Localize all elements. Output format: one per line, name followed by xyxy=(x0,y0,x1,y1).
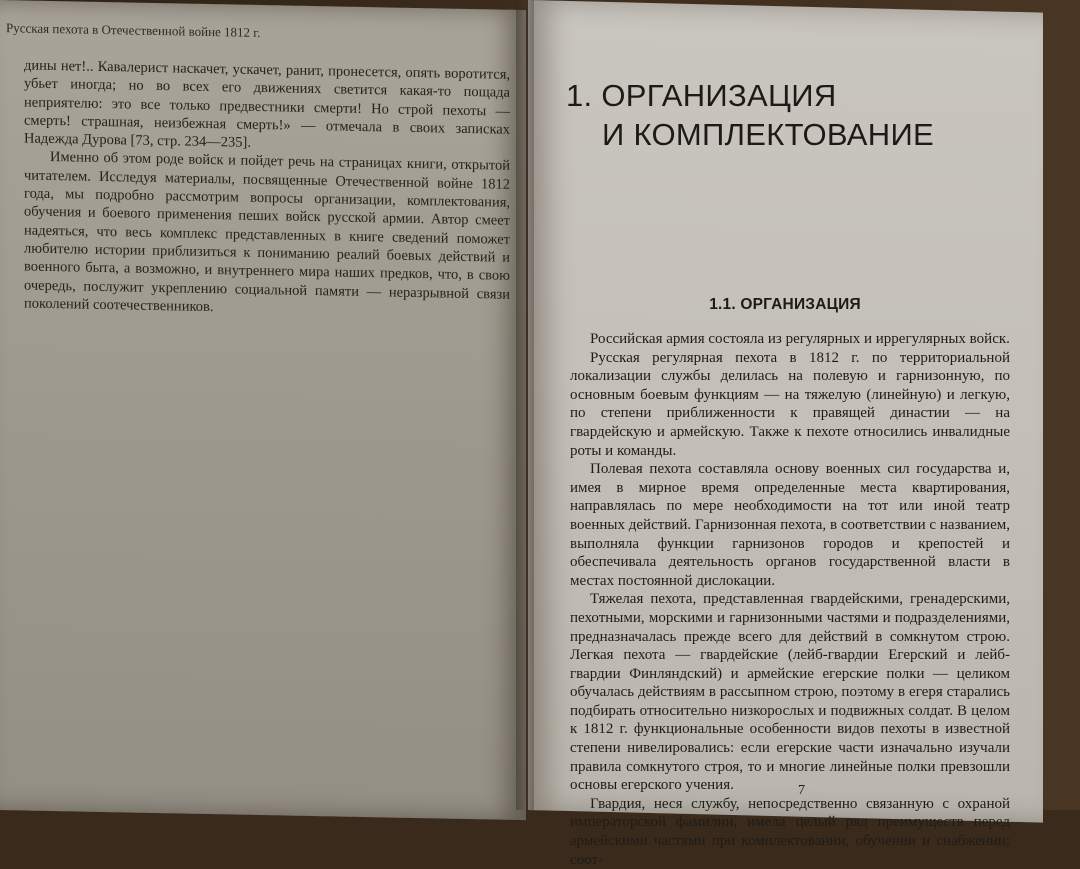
running-head: Русская пехота в Отечественной войне 1812 г. xyxy=(6,20,261,41)
right-page-text xyxy=(570,330,1010,869)
right-paragraph: Российская армия состояла из регулярных и иррегулярных войск. xyxy=(590,331,1010,347)
right-paragraph: Гвардия, неся службу, непосредственно связанную с охраной императорской фамилии, имела целый ряд преимуществ перед армейскими частями при комплектовании, обучении и снабжении; соот- xyxy=(570,795,1010,868)
book-gutter xyxy=(516,0,534,810)
section-title: 1.1. ОРГАНИЗАЦИЯ xyxy=(709,296,861,313)
right-paragraph: Русская регулярная пехота в 1812 г. по территориальной локализации службы делилась на полевую и гарнизонную, по основным боевым функциям — на тяжелую (линейную) и легкую, по степени приближенности к правящей династии — на гвардейскую и армейскую. Также к пехоте относились инвалидные роты и команды. xyxy=(570,349,1010,459)
chapter-title xyxy=(566,76,966,154)
page-number: 7 xyxy=(798,783,805,798)
left-page xyxy=(0,0,526,820)
left-page-text xyxy=(24,56,510,321)
left-paragraph: Именно об этом роде войск и пойдет речь на страницах книги, открытой читателем. Исследуя материалы, посвященные Отечественной войне 1812 года, мы подробно рассмотрим вопросы организации, комплектования, обучения и боевого применения пеших войск русской армии. Автор смеет надеяться, что весь комплекс представленных в книге сведений поможет любителю истории приблизиться к пониманию реалий боевых действий и военного быта, а возможно, и внутреннего мира наших предков, что, в свою очередь, послужит укреплению социальной памяти — неразрывной связи поколений соотечественников. xyxy=(24,149,510,315)
right-paragraph: Тяжелая пехота, представленная гвардейскими, гренадерскими, пехотными, морскими и гарнизонными частями и подразделениями, предназначалась прежде всего для действий в сомкнутом строю. Легкая пехота — гвардейские (лейб-гвардии Егерский и лейб-гвардии Финляндский) и армейские егерские полки — целиком обучалась действиям в рассыпном строю, поэтому в егеря старались подбирать относительно низкорослых и подвижных солдат. В целом к 1812 г. функциональные особенности видов пехоты в известной степени нивелировались: если егерские части изначально изучали правила сомкнутого строя, то и многие линейные полки превзошли основы егерского учения. xyxy=(570,591,1010,794)
left-paragraph: дины нет!.. Кавалерист наскачет, ускачет, ранит, пронесется, опять воротится, убьет иногда; но во всех его движениях светится какая-то пощада неприятелю: это все только предвестники смерти! Но строй пехоты — смерть! страшная, неизбежная смерть!» — отмечала в своих записках Надежда Дурова [73, стр. 234—235]. xyxy=(24,57,510,152)
right-paragraph: Полевая пехота составляла основу военных сил государства и, имея в мирное время определенные места квартирования, направлялась по мере необходимости на тот или иной театр военных действий. Гарнизонная пехота, в соответствии с названием, выполняла функции гарнизонов городов и крепостей и обеспечивала деятельность органов государственной власти в местах постоянной дислокации. xyxy=(570,461,1010,589)
chapter-title-line-2: И КОМПЛЕКТОВАНИЕ xyxy=(602,117,935,152)
chapter-title-line-1: 1. ОРГАНИЗАЦИЯ xyxy=(566,78,837,113)
